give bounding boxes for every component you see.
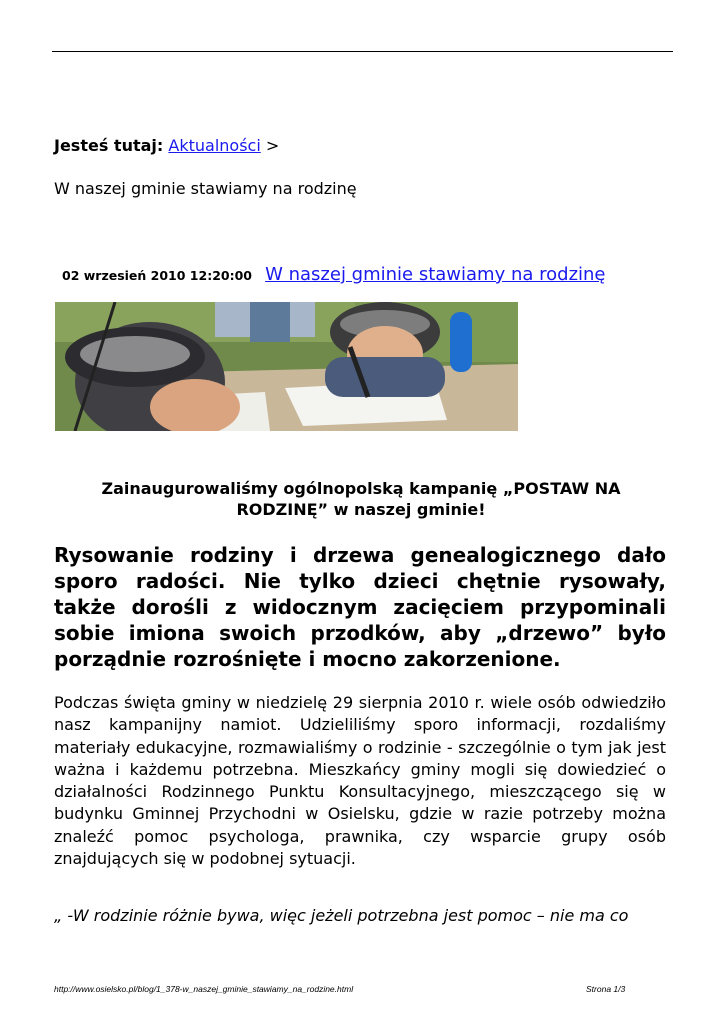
article-headline: Rysowanie rodziny i drzewa genealogicznego dało sporo radości. Nie tylko dzieci chętnie rysowały, także dorośli z widocznym zacięciem przypominali sobie imiona swoich przodków, aby „drzewo” było porządnie rozrośnięte i mocno zakorzenione. [54,543,666,671]
header-rule [52,51,673,52]
breadcrumb [54,136,279,156]
children-drawing-photo [55,302,518,431]
article-photo [55,302,518,431]
article-lead: Zainaugurowaliśmy ogólnopolską kampanię „POSTAW NA RODZINĘ” w naszej gminie! [101,479,621,519]
breadcrumb-separator: > [265,136,280,155]
article-header [62,264,606,285]
breadcrumb-label: Jesteś tutaj: [54,136,164,155]
article-title-link[interactable]: W naszej gminie stawiamy na rodzinę [265,264,606,285]
breadcrumb-link-news[interactable]: Aktualności [168,136,261,155]
article-quote: „ -W rodzinie różnie bywa, więc jeżeli potrzebna jest pomoc – nie ma co [54,906,629,925]
footer-page-number: Strona 1/3 [586,984,626,994]
article-body: Podczas święta gminy w niedzielę 29 sierpnia 2010 r. wiele osób odwiedziło nasz kampanijny namiot. Udzieliliśmy sporo informacji, rozdaliśmy materiały edukacyjne, rozmawialiśmy o rodzinie - szczególnie o tym jak jest ważna i każdemu potrzebna. Mieszkańcy gminy mogli się dowiedzieć o działalności Rodzinnego Punktu Konsultacyjnego, mieszczącego się w budynku Gminnej Przychodni w Osielsku, gdzie w razie potrzeby można znaleźć pomoc psychologa, prawnika, czy wsparcie grupy osób znajdujących się w podobnej sytuacji. [54,693,666,869]
page-title: W naszej gminie stawiamy na rodzinę [54,179,357,198]
footer-url: http://www.osielsko.pl/blog/1_378-w_naszej_gminie_stawiamy_na_rodzine.html [54,984,354,994]
article-date: 02 wrzesień 2010 12:20:00 [62,268,252,283]
